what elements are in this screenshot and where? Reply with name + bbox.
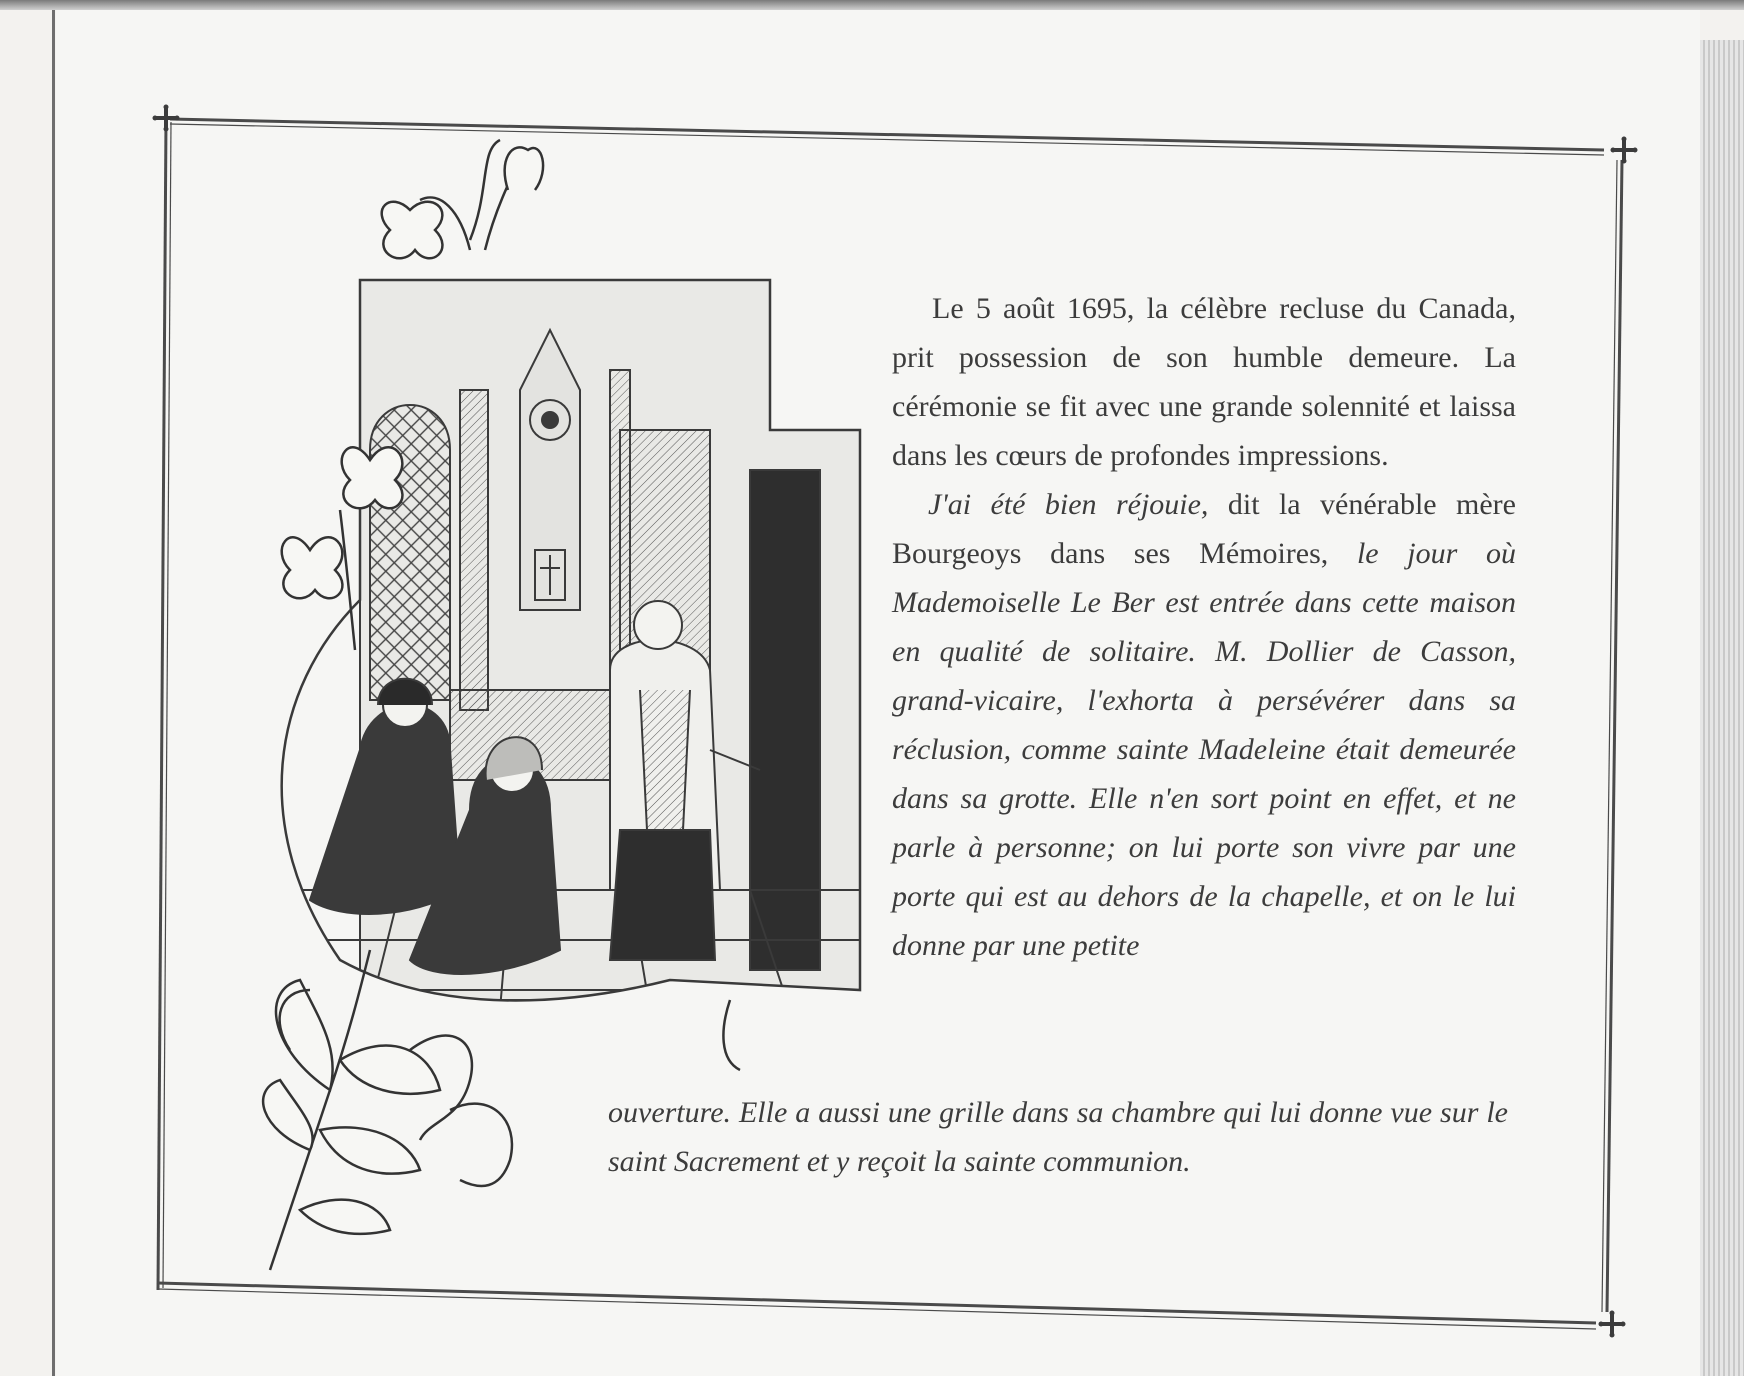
quote-upper: le jour où Mademoiselle Le Ber est entrée dans cette maison en qualité de solitaire. M. Dollier de Casson, grand-vicaire, l'exhorta à persévérer dans sa réclusion, comme sainte Madeleine était demeurée dans sa grotte. Elle n'en sort point en effet, et ne parle à personne; on lui porte son vivre par une porte qui est au dehors de la chapelle, et on le lui donne par une petite [892,537,1516,962]
quote-attribution: dit la vénérable mère Bourgeoys dans ses Mémoires, [892,488,1516,570]
paragraph-1: Le 5 août 1695, la célèbre recluse du Canada, prit possession de son humble demeure. La cérémonie se fit avec une grande solennité et laissa dans les cœurs de profondes impressions. [892,292,1516,472]
text-column-lower [608,1088,1508,1186]
paragraph-2 [892,480,1516,970]
quote-intro: J'ai été bien réjouie, [928,488,1209,521]
quote-lower: ouverture. Elle a aussi une grille dans sa chambre qui lui donne vue sur le saint Sacrement et y reçoit la sainte communion. [608,1096,1508,1178]
text-column-upper [892,284,1516,970]
